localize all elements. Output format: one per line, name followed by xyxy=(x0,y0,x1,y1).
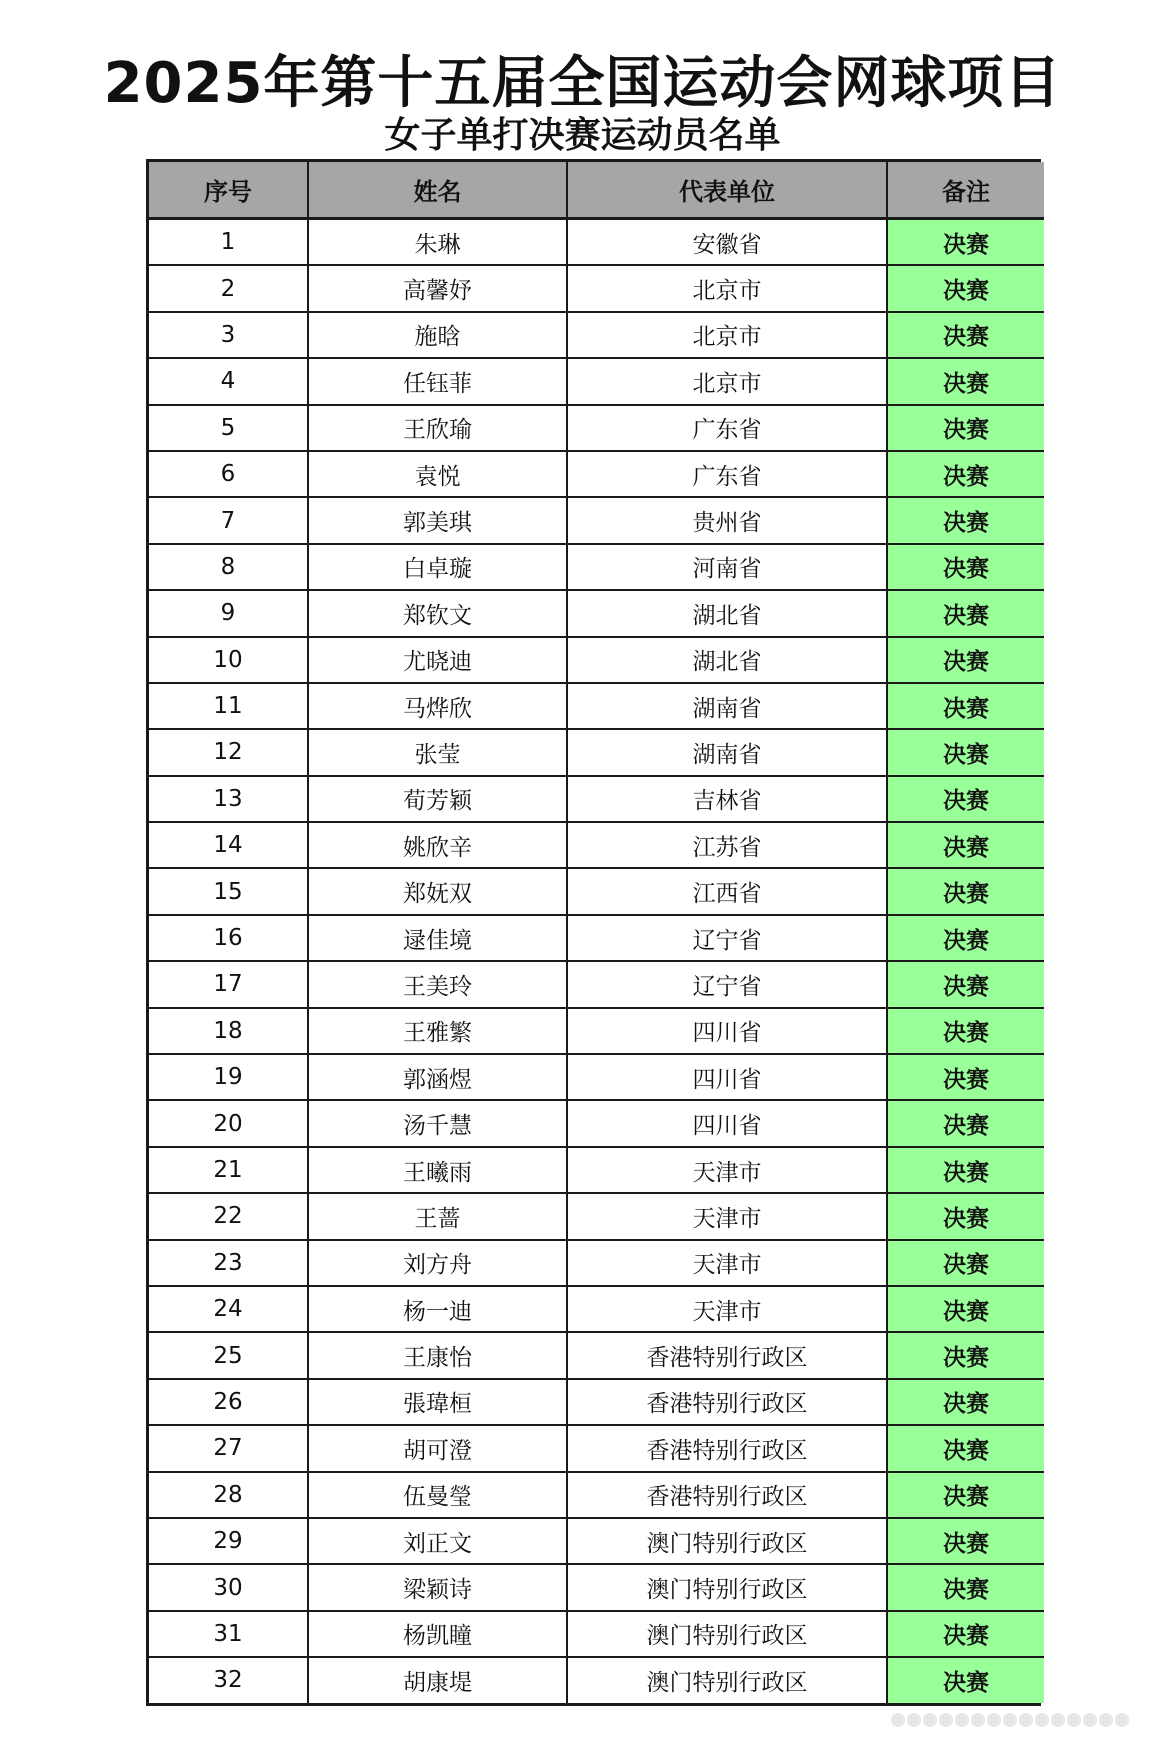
cell-note: 决赛 xyxy=(887,1564,1044,1610)
cell-note: 决赛 xyxy=(887,915,1044,961)
cell-note: 决赛 xyxy=(887,1611,1044,1657)
table-row xyxy=(149,1564,1044,1610)
cell-name: 伍曼瑩 xyxy=(308,1472,567,1518)
cell-seq: 11 xyxy=(149,683,308,729)
watermark-dot xyxy=(1003,1713,1017,1727)
cell-name: 王蔷 xyxy=(308,1193,567,1239)
cell-name: 王美玲 xyxy=(308,961,567,1007)
table-row xyxy=(149,961,1044,1007)
cell-note: 决赛 xyxy=(887,1379,1044,1425)
cell-name: 郑妩双 xyxy=(308,868,567,914)
cell-name: 王雅繁 xyxy=(308,1008,567,1054)
cell-unit: 江西省 xyxy=(567,868,887,914)
table-row xyxy=(149,1472,1044,1518)
cell-note: 决赛 xyxy=(887,1193,1044,1239)
cell-seq: 30 xyxy=(149,1564,308,1610)
cell-note: 决赛 xyxy=(887,1100,1044,1146)
table-row xyxy=(149,219,1044,266)
cell-seq: 23 xyxy=(149,1240,308,1286)
watermark-dot xyxy=(891,1713,905,1727)
table-row xyxy=(149,822,1044,868)
cell-name: 高馨妤 xyxy=(308,265,567,311)
cell-name: 逯佳境 xyxy=(308,915,567,961)
cell-note: 决赛 xyxy=(887,729,1044,775)
cell-unit: 天津市 xyxy=(567,1193,887,1239)
cell-seq: 15 xyxy=(149,868,308,914)
cell-seq: 6 xyxy=(149,451,308,497)
watermark-dot xyxy=(923,1713,937,1727)
cell-unit: 安徽省 xyxy=(567,219,887,266)
table-row xyxy=(149,1054,1044,1100)
cell-name: 刘正文 xyxy=(308,1518,567,1564)
table-body xyxy=(149,219,1044,1703)
table-row xyxy=(149,1008,1044,1054)
cell-unit: 香港特别行政区 xyxy=(567,1379,887,1425)
cell-seq: 19 xyxy=(149,1054,308,1100)
cell-name: 張瑋桓 xyxy=(308,1379,567,1425)
cell-name: 郑钦文 xyxy=(308,590,567,636)
cell-unit: 北京市 xyxy=(567,358,887,404)
cell-unit: 贵州省 xyxy=(567,497,887,543)
cell-unit: 天津市 xyxy=(567,1240,887,1286)
cell-name: 胡康堤 xyxy=(308,1657,567,1702)
watermark-dot xyxy=(939,1713,953,1727)
table-row xyxy=(149,497,1044,543)
cell-seq: 17 xyxy=(149,961,308,1007)
cell-seq: 28 xyxy=(149,1472,308,1518)
cell-unit: 辽宁省 xyxy=(567,961,887,1007)
athlete-table xyxy=(149,162,1044,1703)
cell-unit: 澳门特别行政区 xyxy=(567,1657,887,1702)
cell-note: 决赛 xyxy=(887,868,1044,914)
watermark-dot xyxy=(987,1713,1001,1727)
cell-unit: 四川省 xyxy=(567,1100,887,1146)
cell-name: 尤晓迪 xyxy=(308,637,567,683)
cell-note: 决赛 xyxy=(887,1054,1044,1100)
cell-note: 决赛 xyxy=(887,544,1044,590)
table-row xyxy=(149,1332,1044,1378)
cell-name: 荀芳颖 xyxy=(308,776,567,822)
cell-name: 白卓璇 xyxy=(308,544,567,590)
cell-unit: 北京市 xyxy=(567,265,887,311)
cell-name: 姚欣辛 xyxy=(308,822,567,868)
cell-seq: 5 xyxy=(149,405,308,451)
cell-seq: 4 xyxy=(149,358,308,404)
cell-seq: 13 xyxy=(149,776,308,822)
table-row xyxy=(149,1425,1044,1471)
cell-name: 杨一迪 xyxy=(308,1286,567,1332)
table-row xyxy=(149,1100,1044,1146)
cell-unit: 香港特别行政区 xyxy=(567,1425,887,1471)
watermark-dot xyxy=(1067,1713,1081,1727)
cell-seq: 9 xyxy=(149,590,308,636)
cell-unit: 四川省 xyxy=(567,1008,887,1054)
cell-name: 刘方舟 xyxy=(308,1240,567,1286)
cell-unit: 北京市 xyxy=(567,312,887,358)
watermark-dot xyxy=(1051,1713,1065,1727)
watermark-dot xyxy=(971,1713,985,1727)
cell-seq: 10 xyxy=(149,637,308,683)
cell-seq: 8 xyxy=(149,544,308,590)
cell-name: 汤千慧 xyxy=(308,1100,567,1146)
cell-unit: 澳门特别行政区 xyxy=(567,1611,887,1657)
table-row xyxy=(149,1147,1044,1193)
header-note: 备注 xyxy=(887,162,1044,219)
cell-note: 决赛 xyxy=(887,822,1044,868)
table-row xyxy=(149,1240,1044,1286)
cell-unit: 湖北省 xyxy=(567,637,887,683)
cell-seq: 27 xyxy=(149,1425,308,1471)
cell-unit: 湖南省 xyxy=(567,729,887,775)
cell-unit: 河南省 xyxy=(567,544,887,590)
cell-name: 施晗 xyxy=(308,312,567,358)
cell-name: 杨凯瞳 xyxy=(308,1611,567,1657)
page-subtitle: 女子单打决赛运动员名单 xyxy=(384,115,781,156)
watermark-dot xyxy=(1035,1713,1049,1727)
cell-seq: 21 xyxy=(149,1147,308,1193)
table-row xyxy=(149,776,1044,822)
cell-note: 决赛 xyxy=(887,358,1044,404)
table-row xyxy=(149,868,1044,914)
cell-note: 决赛 xyxy=(887,1657,1044,1702)
cell-name: 胡可澄 xyxy=(308,1425,567,1471)
cell-seq: 16 xyxy=(149,915,308,961)
cell-seq: 12 xyxy=(149,729,308,775)
cell-unit: 天津市 xyxy=(567,1147,887,1193)
cell-unit: 吉林省 xyxy=(567,776,887,822)
table-row xyxy=(149,590,1044,636)
cell-seq: 14 xyxy=(149,822,308,868)
cell-note: 决赛 xyxy=(887,219,1044,266)
table-row xyxy=(149,1518,1044,1564)
watermark-dot xyxy=(1083,1713,1097,1727)
table-row xyxy=(149,915,1044,961)
table-row xyxy=(149,637,1044,683)
table-row xyxy=(149,544,1044,590)
table-row xyxy=(149,358,1044,404)
cell-unit: 湖北省 xyxy=(567,590,887,636)
cell-unit: 天津市 xyxy=(567,1286,887,1332)
cell-note: 决赛 xyxy=(887,1008,1044,1054)
cell-name: 张莹 xyxy=(308,729,567,775)
cell-name: 朱琳 xyxy=(308,219,567,266)
watermark-dot xyxy=(907,1713,921,1727)
cell-seq: 1 xyxy=(149,219,308,266)
cell-name: 王康怡 xyxy=(308,1332,567,1378)
cell-seq: 18 xyxy=(149,1008,308,1054)
cell-seq: 29 xyxy=(149,1518,308,1564)
cell-note: 决赛 xyxy=(887,1147,1044,1193)
table-row xyxy=(149,405,1044,451)
table-row xyxy=(149,729,1044,775)
cell-name: 郭美琪 xyxy=(308,497,567,543)
cell-note: 决赛 xyxy=(887,1425,1044,1471)
cell-name: 郭涵煜 xyxy=(308,1054,567,1100)
cell-seq: 24 xyxy=(149,1286,308,1332)
cell-note: 决赛 xyxy=(887,1332,1044,1378)
table-row xyxy=(149,1657,1044,1702)
cell-note: 决赛 xyxy=(887,1472,1044,1518)
cell-name: 王曦雨 xyxy=(308,1147,567,1193)
cell-unit: 澳门特别行政区 xyxy=(567,1564,887,1610)
cell-note: 决赛 xyxy=(887,1518,1044,1564)
table-row xyxy=(149,1286,1044,1332)
cell-unit: 香港特别行政区 xyxy=(567,1472,887,1518)
cell-note: 决赛 xyxy=(887,637,1044,683)
cell-name: 任钰菲 xyxy=(308,358,567,404)
cell-seq: 2 xyxy=(149,265,308,311)
watermark-dots xyxy=(891,1713,1129,1727)
table-row xyxy=(149,451,1044,497)
cell-note: 决赛 xyxy=(887,265,1044,311)
cell-name: 袁悦 xyxy=(308,451,567,497)
table-row xyxy=(149,683,1044,729)
cell-unit: 辽宁省 xyxy=(567,915,887,961)
page-title: 2025年第十五届全国运动会网球项目 xyxy=(103,51,1062,116)
header-unit: 代表单位 xyxy=(567,162,887,219)
cell-note: 决赛 xyxy=(887,312,1044,358)
cell-note: 决赛 xyxy=(887,776,1044,822)
table-row xyxy=(149,312,1044,358)
cell-unit: 香港特别行政区 xyxy=(567,1332,887,1378)
header-seq: 序号 xyxy=(149,162,308,219)
table-row xyxy=(149,265,1044,311)
table-row xyxy=(149,1379,1044,1425)
cell-note: 决赛 xyxy=(887,1286,1044,1332)
cell-note: 决赛 xyxy=(887,451,1044,497)
cell-seq: 31 xyxy=(149,1611,308,1657)
cell-seq: 32 xyxy=(149,1657,308,1702)
cell-note: 决赛 xyxy=(887,961,1044,1007)
cell-name: 马烨欣 xyxy=(308,683,567,729)
cell-unit: 四川省 xyxy=(567,1054,887,1100)
table-row xyxy=(149,1193,1044,1239)
cell-unit: 江苏省 xyxy=(567,822,887,868)
cell-seq: 22 xyxy=(149,1193,308,1239)
cell-seq: 3 xyxy=(149,312,308,358)
table-row xyxy=(149,1611,1044,1657)
cell-unit: 澳门特别行政区 xyxy=(567,1518,887,1564)
cell-name: 梁颖诗 xyxy=(308,1564,567,1610)
header-name: 姓名 xyxy=(308,162,567,219)
cell-seq: 26 xyxy=(149,1379,308,1425)
cell-note: 决赛 xyxy=(887,590,1044,636)
cell-note: 决赛 xyxy=(887,405,1044,451)
cell-name: 王欣瑜 xyxy=(308,405,567,451)
table-header-row xyxy=(149,162,1044,219)
cell-note: 决赛 xyxy=(887,1240,1044,1286)
cell-seq: 7 xyxy=(149,497,308,543)
athlete-table-container xyxy=(146,159,1041,1706)
cell-seq: 20 xyxy=(149,1100,308,1146)
cell-note: 决赛 xyxy=(887,683,1044,729)
cell-unit: 广东省 xyxy=(567,405,887,451)
cell-unit: 广东省 xyxy=(567,451,887,497)
watermark-dot xyxy=(955,1713,969,1727)
cell-seq: 25 xyxy=(149,1332,308,1378)
watermark-dot xyxy=(1019,1713,1033,1727)
cell-note: 决赛 xyxy=(887,497,1044,543)
cell-unit: 湖南省 xyxy=(567,683,887,729)
watermark-dot xyxy=(1099,1713,1113,1727)
watermark-dot xyxy=(1115,1713,1129,1727)
